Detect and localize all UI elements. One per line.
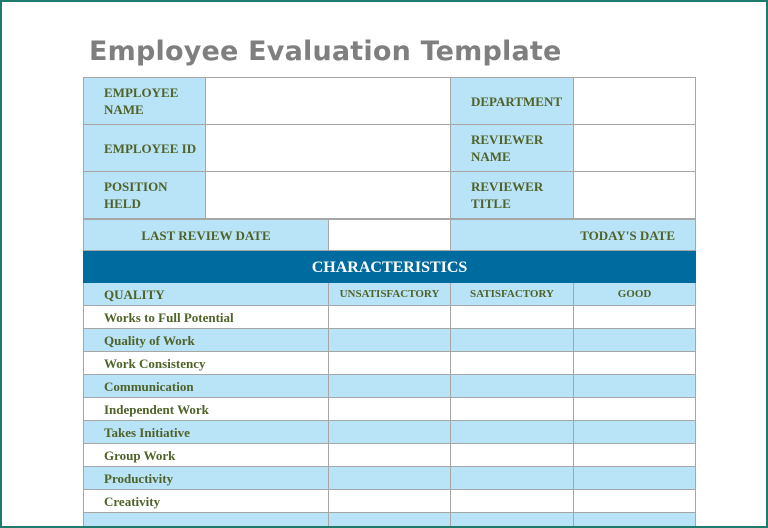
satisfactory-column-header: SATISFACTORY [451, 283, 574, 306]
info-row [84, 78, 696, 125]
unsatisfactory-cell[interactable] [329, 375, 451, 398]
todays-date-label: TODAY'S DATE [451, 220, 696, 251]
last-review-date-label: LAST REVIEW DATE [84, 220, 329, 251]
quality-label: Creativity [84, 490, 329, 513]
evaluation-form [83, 77, 695, 528]
quality-label: Quality of Work [84, 329, 329, 352]
quality-label: Group Work [84, 444, 329, 467]
department-label: DEPARTMENT [451, 78, 574, 125]
characteristics-header-row [84, 252, 696, 283]
quality-label [84, 513, 329, 528]
employee-name-label: EMPLOYEE NAME [84, 78, 206, 125]
info-row [84, 125, 696, 172]
table-row [84, 467, 696, 490]
unsatisfactory-cell[interactable] [329, 490, 451, 513]
quality-label: Works to Full Potential [84, 306, 329, 329]
employee-name-field[interactable] [206, 78, 451, 125]
quality-label: Independent Work [84, 398, 329, 421]
quality-column-header: QUALITY [84, 283, 329, 306]
last-review-date-field[interactable] [329, 220, 451, 251]
satisfactory-cell[interactable] [451, 352, 574, 375]
position-held-field[interactable] [206, 172, 451, 219]
good-cell[interactable] [574, 375, 696, 398]
unsatisfactory-cell[interactable] [329, 352, 451, 375]
quality-label: Takes Initiative [84, 421, 329, 444]
satisfactory-cell[interactable] [451, 306, 574, 329]
review-dates-table [83, 219, 696, 251]
good-cell[interactable] [574, 421, 696, 444]
characteristics-table [83, 251, 696, 528]
table-row [84, 375, 696, 398]
satisfactory-cell[interactable] [451, 375, 574, 398]
employee-info-table [83, 77, 696, 219]
reviewer-title-field[interactable] [574, 172, 696, 219]
good-cell[interactable] [574, 352, 696, 375]
unsatisfactory-column-header: UNSATISFACTORY [329, 283, 451, 306]
department-field[interactable] [574, 78, 696, 125]
unsatisfactory-cell[interactable] [329, 444, 451, 467]
good-cell[interactable] [574, 513, 696, 528]
position-held-label: POSITION HELD [84, 172, 206, 219]
info-row [84, 172, 696, 219]
good-cell[interactable] [574, 329, 696, 352]
employee-id-label: EMPLOYEE ID [84, 125, 206, 172]
satisfactory-cell[interactable] [451, 444, 574, 467]
satisfactory-cell[interactable] [451, 513, 574, 528]
table-row [84, 490, 696, 513]
reviewer-name-label: REVIEWER NAME [451, 125, 574, 172]
table-row [84, 398, 696, 421]
table-row [84, 513, 696, 528]
quality-label: Work Consistency [84, 352, 329, 375]
table-row [84, 444, 696, 467]
unsatisfactory-cell[interactable] [329, 513, 451, 528]
table-row [84, 329, 696, 352]
unsatisfactory-cell[interactable] [329, 329, 451, 352]
rating-columns-row [84, 283, 696, 306]
unsatisfactory-cell[interactable] [329, 398, 451, 421]
satisfactory-cell[interactable] [451, 398, 574, 421]
reviewer-title-label: REVIEWER TITLE [451, 172, 574, 219]
unsatisfactory-cell[interactable] [329, 467, 451, 490]
quality-label: Communication [84, 375, 329, 398]
employee-id-field[interactable] [206, 125, 451, 172]
quality-label: Productivity [84, 467, 329, 490]
reviewer-name-field[interactable] [574, 125, 696, 172]
table-row [84, 306, 696, 329]
dates-row [84, 220, 696, 251]
good-cell[interactable] [574, 490, 696, 513]
page-title: Employee Evaluation Template [89, 36, 562, 67]
unsatisfactory-cell[interactable] [329, 421, 451, 444]
table-row [84, 352, 696, 375]
unsatisfactory-cell[interactable] [329, 306, 451, 329]
good-column-header: GOOD [574, 283, 696, 306]
characteristics-heading: CHARACTERISTICS [84, 252, 696, 283]
table-row [84, 421, 696, 444]
satisfactory-cell[interactable] [451, 329, 574, 352]
good-cell[interactable] [574, 306, 696, 329]
satisfactory-cell[interactable] [451, 421, 574, 444]
good-cell[interactable] [574, 398, 696, 421]
good-cell[interactable] [574, 467, 696, 490]
good-cell[interactable] [574, 444, 696, 467]
satisfactory-cell[interactable] [451, 490, 574, 513]
satisfactory-cell[interactable] [451, 467, 574, 490]
